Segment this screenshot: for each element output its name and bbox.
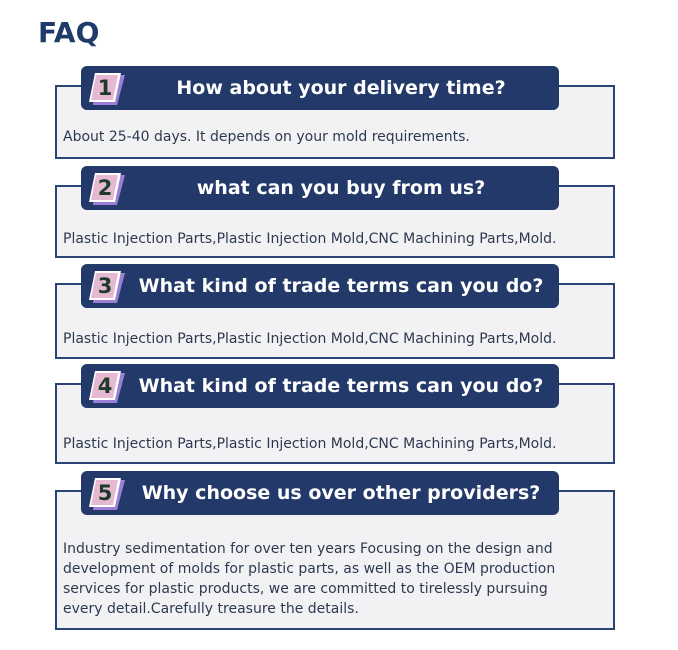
faq-number: 1 bbox=[97, 76, 113, 100]
answer-text: Plastic Injection Parts,Plastic Injection Mold,CNC Machining Parts,Mold. bbox=[63, 331, 557, 347]
question-bar[interactable] bbox=[81, 471, 559, 515]
faq-item-2 bbox=[55, 166, 615, 258]
question-text: How about your delivery time? bbox=[176, 77, 506, 99]
number-badge-icon bbox=[87, 269, 127, 305]
number-badge-icon bbox=[87, 476, 127, 512]
faq-number: 2 bbox=[97, 176, 113, 200]
question-bar[interactable] bbox=[81, 364, 559, 408]
question-bar[interactable] bbox=[81, 166, 559, 210]
faq-number: 3 bbox=[97, 274, 113, 298]
answer-text: About 25-40 days. It depends on your mold requirements. bbox=[63, 129, 470, 145]
question-text: What kind of trade terms can you do? bbox=[138, 275, 544, 297]
number-badge-icon bbox=[87, 369, 127, 405]
question-bar[interactable] bbox=[81, 264, 559, 308]
answer-text: Plastic Injection Parts,Plastic Injection Mold,CNC Machining Parts,Mold. bbox=[63, 231, 557, 247]
question-text: what can you buy from us? bbox=[196, 177, 486, 199]
faq-item-4 bbox=[55, 364, 615, 464]
faq-item-5 bbox=[55, 471, 615, 630]
faq-item-1 bbox=[55, 66, 615, 159]
faq-number: 4 bbox=[97, 374, 113, 398]
answer-text: Plastic Injection Parts,Plastic Injection Mold,CNC Machining Parts,Mold. bbox=[63, 436, 557, 452]
number-badge-icon bbox=[87, 71, 127, 107]
answer-text: Industry sedimentation for over ten years Focusing on the design and development of molds for plastic parts, as well as the OEM production services for plastic products, we are committed to tirelessly pursuing every detail.Carefully treasure the details. bbox=[63, 541, 556, 617]
question-text: Why choose us over other providers? bbox=[141, 482, 541, 504]
number-badge-icon bbox=[87, 171, 127, 207]
page-title: FAQ bbox=[38, 16, 100, 49]
faq-number: 5 bbox=[97, 481, 113, 505]
question-text: What kind of trade terms can you do? bbox=[138, 375, 544, 397]
faq-item-3 bbox=[55, 264, 615, 359]
question-bar[interactable] bbox=[81, 66, 559, 110]
